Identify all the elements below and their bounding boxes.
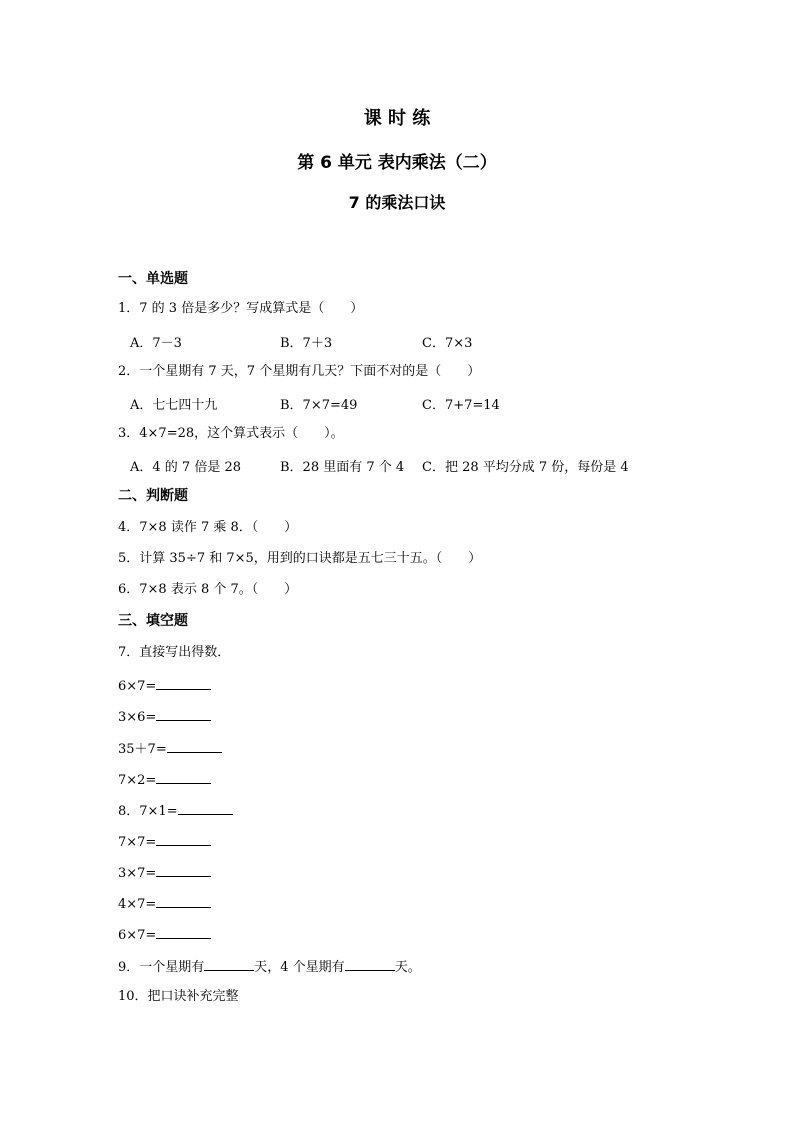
question-5: 5．计算 35÷7 和 7×5，用到的口诀都是五七三十五。（ ） — [118, 551, 482, 566]
answer-blank[interactable] — [156, 832, 211, 846]
q7-item-1 — [118, 676, 211, 696]
q1-option-c: C．7×3 — [422, 336, 473, 351]
answer-blank[interactable] — [345, 957, 395, 971]
q8-item-3 — [118, 863, 211, 883]
q7-item-3-label: 35＋7= — [118, 742, 167, 757]
q2-option-a: A．七七四十九 — [130, 398, 218, 413]
q1-option-a: A．7－3 — [130, 336, 182, 351]
question-6: 6．7×8 表示 8 个 7。（ ） — [118, 582, 298, 597]
question-7: 7．直接写出得数． — [118, 645, 231, 660]
q7-item-2-label: 3×6= — [118, 710, 157, 725]
q8-item-1 — [118, 801, 233, 821]
answer-blank[interactable] — [156, 894, 211, 908]
question-2: 2．一个星期有 7 天，7 个星期有几天？下面不对的是（ ） — [118, 364, 481, 379]
q8-item-5 — [118, 925, 211, 945]
q8-item-1-label: 8．7×1= — [118, 804, 178, 819]
q7-item-4 — [118, 770, 211, 790]
question-1: 1．7 的 3 倍是多少？写成算式是（ ） — [118, 301, 364, 316]
q9-part-3: 天。 — [394, 960, 421, 975]
question-3: 3．4×7=28，这个算式表示（ ）。 — [118, 426, 344, 441]
answer-blank[interactable] — [178, 801, 233, 815]
section-fill-blank: 三、填空题 — [118, 613, 188, 629]
answer-blank[interactable] — [204, 957, 254, 971]
q7-item-2 — [118, 707, 211, 727]
q3-option-b: B．28 里面有 7 个 4 — [280, 460, 405, 475]
question-10: 10．把口诀补充完整 — [118, 989, 239, 1004]
section-single-choice: 一、单选题 — [118, 271, 188, 287]
q9-part-2: 天，4 个星期有 — [254, 960, 345, 975]
q3-option-c: C．把 28 平均分成 7 份，每份是 4 — [422, 460, 629, 475]
question-4: 4．7×8 读作 7 乘 8．（ ） — [118, 520, 298, 535]
q7-item-4-label: 7×2= — [118, 773, 157, 788]
q2-option-b: B．7×7=49 — [280, 398, 358, 413]
q8-item-4-label: 4×7= — [118, 897, 157, 912]
answer-blank[interactable] — [156, 925, 211, 939]
lesson-title: 7 的乘法口诀 — [348, 193, 446, 212]
answer-blank[interactable] — [156, 676, 211, 690]
q8-item-2 — [118, 832, 211, 852]
q2-option-c: C．7+7=14 — [422, 398, 500, 413]
q8-item-5-label: 6×7= — [118, 928, 157, 943]
q1-option-b: B．7＋3 — [280, 336, 333, 351]
unit-title: 第 6 单元 表内乘法（二） — [297, 153, 497, 173]
answer-blank[interactable] — [156, 863, 211, 877]
q7-item-1-label: 6×7= — [118, 679, 157, 694]
q8-item-3-label: 3×7= — [118, 866, 157, 881]
worksheet-title: 课 时 练 — [363, 108, 431, 129]
q8-item-2-label: 7×7= — [118, 835, 157, 850]
q7-item-3 — [118, 739, 222, 759]
answer-blank[interactable] — [167, 739, 222, 753]
q9-part-1: 9．一个星期有 — [118, 960, 205, 975]
question-9 — [118, 957, 421, 977]
q8-item-4 — [118, 894, 211, 914]
section-true-false: 二、判断题 — [118, 488, 188, 504]
answer-blank[interactable] — [156, 770, 211, 784]
answer-blank[interactable] — [156, 707, 211, 721]
q3-option-a: A．4 的 7 倍是 28 — [130, 460, 242, 475]
